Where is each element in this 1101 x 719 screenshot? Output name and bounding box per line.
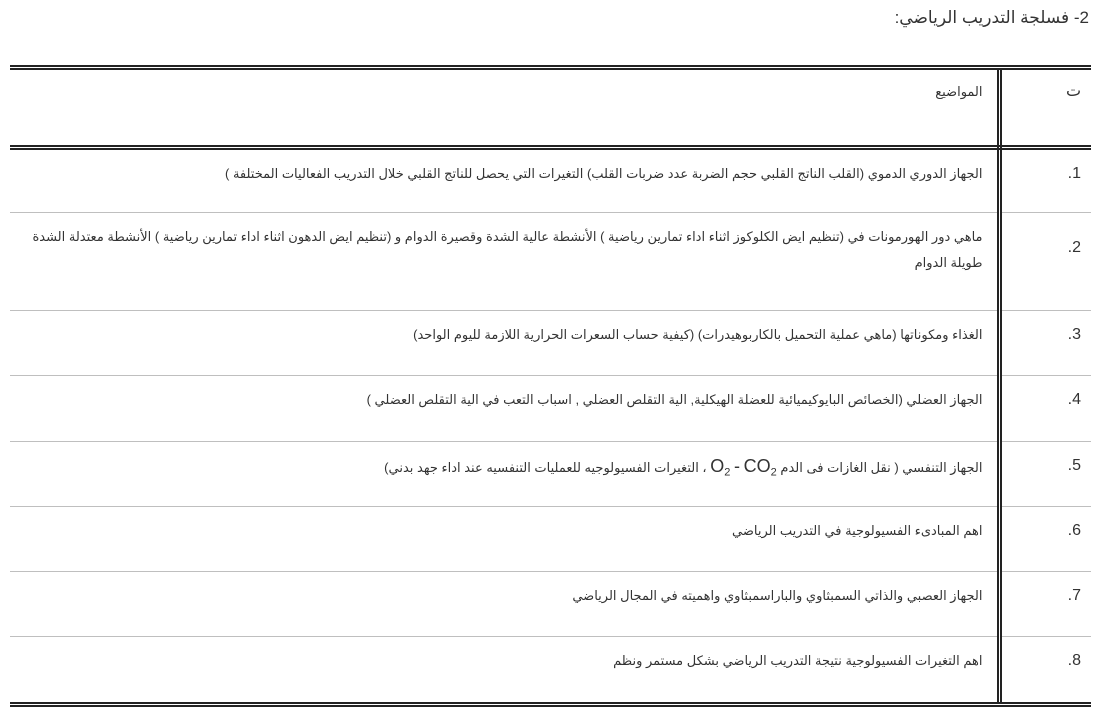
row-number: 4. (1067, 391, 1081, 409)
header-topic-label: المواضيع (10, 70, 999, 147)
table-row (10, 637, 1091, 702)
row-topic: اهم التغيرات الفسيولوجية نتيجة التدريب الرياضي بشكل مستمر ونظم (613, 653, 983, 669)
row-number: 2. (1067, 239, 1081, 257)
co2-formula-sub: 2 (770, 466, 777, 479)
row-number-cell (999, 637, 1091, 702)
topics-table (10, 65, 1091, 707)
row-topic-chemistry (10, 441, 999, 506)
row-topic: الغذاء ومكوناتها (ماهي عملية التحميل بالكاربوهيدرات) (كيفية حساب السعرات الحرارية اللازمة لليوم الواحد) (10, 311, 999, 376)
row-number: 6. (1067, 521, 1081, 539)
header-num-cell (999, 70, 1091, 147)
row-number-cell (999, 147, 1091, 212)
row-topic: الجهاز الدوري الدموي (القلب الناتج القلبي حجم الضربة عدد ضربات القلب) التغيرات التي يحصل للناتج القلبي خلال التدريب الفعاليات المختلفة ) (10, 147, 999, 212)
row-number: 1. (1067, 164, 1081, 182)
row-topic: ماهي دور الهورمونات في (تنظيم ايض الكلوكوز اثناء اداء تمارين رياضية ) الأنشطة عالية الشدة وقصيرة الدوام و (تنظيم ايض الدهون اثناء اداء تمارين رياضية ) الأنشطة معتدلة الشدة طويلة الدوام (10, 213, 999, 311)
row-number-cell (999, 506, 1091, 571)
table-row (10, 441, 1091, 506)
row-topic-text-before: الجهاز التنفسي ( نقل الغازات فى الدم (780, 459, 983, 475)
co2-formula-base: CO (743, 455, 771, 476)
o2-formula-base: O (710, 455, 725, 476)
formula-dash: - (734, 455, 741, 476)
gas-formula (710, 455, 777, 479)
header-num-label: ت (1065, 83, 1081, 100)
row-number-cell (999, 213, 1091, 311)
row-topic: الجهاز العصبي والذاتي السمبثاوي والباراسمبثاوي واهميته في المجال الرياضي (10, 571, 999, 636)
row-number: 8. (1067, 652, 1081, 670)
o2-formula-sub: 2 (724, 466, 731, 479)
table-row (10, 213, 1091, 311)
topics-table-grid (10, 70, 1091, 702)
table-row (10, 506, 1091, 571)
row-number: 7. (1067, 586, 1081, 604)
row-number-cell (999, 376, 1091, 441)
table-header-row (10, 70, 1091, 147)
table-row (10, 311, 1091, 376)
row-number-cell (999, 571, 1091, 636)
table-row (10, 376, 1091, 441)
table-row (10, 147, 1091, 212)
row-topic-text-after: ، التغيرات الفسيولوجيه للعمليات التنفسيه عند اداء جهد بدني) (384, 459, 707, 475)
row-number: 5. (1067, 456, 1081, 474)
row-number-cell (999, 311, 1091, 376)
table-row (10, 571, 1091, 636)
row-topic: اهم المبادىء الفسيولوجية في التدريب الرياضي (10, 506, 999, 571)
row-number-cell (999, 441, 1091, 506)
row-number: 3. (1067, 326, 1081, 344)
row-topic: الجهاز العضلي (الخصائص البايوكيميائية للعضلة الهيكلية, الية التقلص العضلي , اسباب التعب في الية التقلص العضلي ) (10, 376, 999, 441)
section-heading: 2- فسلجة التدريب الرياضي: (894, 8, 1089, 27)
